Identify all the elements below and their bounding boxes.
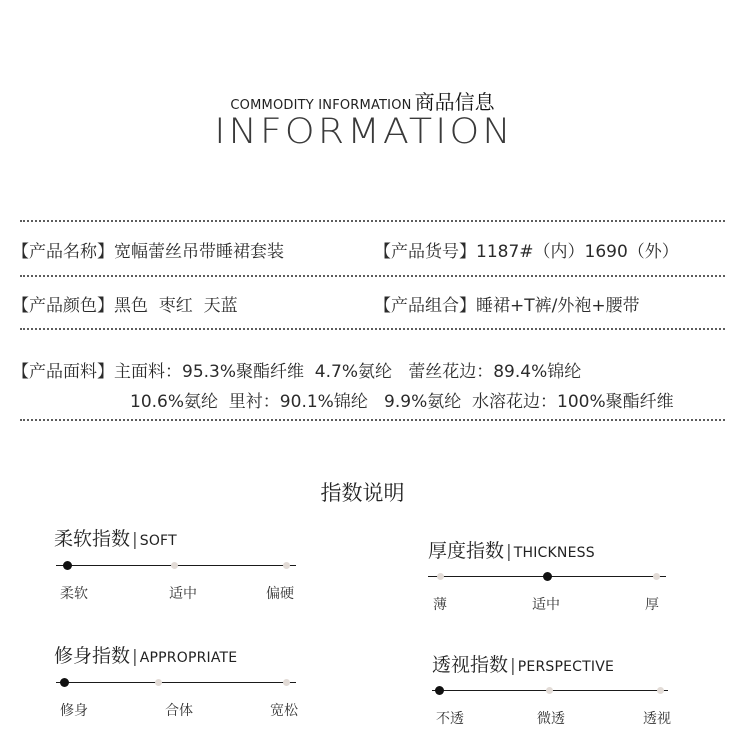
separator-3 [20, 328, 725, 330]
information-wordmark: INFORMATION [214, 110, 514, 152]
soft-index-en: SOFT [139, 533, 177, 549]
fit-index-tick-3: 宽松 [270, 703, 298, 719]
product-name-value: 宽幅蕾丝吊带睡裙套装 [114, 242, 284, 262]
product-fabric-line-1: 主面料：95.3%聚酯纤维 4.7%氨纶 蕾丝花边：89.4%锦纶 [114, 362, 582, 382]
soft-index-tick-1: 柔软 [60, 586, 88, 602]
transparency-index-heading [432, 650, 614, 677]
thickness-index-dot-2 [543, 572, 552, 581]
fit-index-dot-3 [283, 679, 290, 686]
fit-index-heading [54, 641, 237, 668]
product-fabric-row [12, 357, 581, 382]
soft-index-dot-2 [171, 562, 178, 569]
fit-index-divider: | [132, 647, 138, 667]
transparency-index-dot-1 [435, 686, 444, 695]
thickness-index-tick-2: 适中 [532, 597, 560, 613]
product-color-label: 【产品颜色】 [12, 296, 114, 316]
soft-index-divider: | [132, 530, 138, 550]
soft-index-dot-1 [63, 561, 72, 570]
soft-index-dot-3 [283, 562, 290, 569]
soft-index-tick-3: 偏硬 [266, 586, 294, 602]
fit-index-tick-2: 合体 [165, 703, 193, 719]
product-fabric-line-2: 10.6%氨纶 里衬：90.1%锦纶 9.9%氨纶 水溶花边：100%聚酯纤维 [130, 392, 674, 412]
product-name-label: 【产品名称】 [12, 242, 114, 262]
thickness-index-tick-1: 薄 [433, 597, 447, 613]
thickness-index-cn: 厚度指数 [428, 540, 505, 562]
product-sku-label: 【产品货号】 [374, 242, 476, 262]
soft-index-tick-2: 适中 [169, 586, 197, 602]
fit-index-dot-1 [60, 678, 69, 687]
transparency-index-tick-3: 透视 [643, 711, 671, 727]
separator-2 [20, 275, 725, 277]
transparency-index-dot-2 [546, 687, 553, 694]
fit-index-dot-2 [155, 679, 162, 686]
fit-index-tick-1: 修身 [60, 703, 88, 719]
thickness-index-heading [428, 536, 595, 563]
thickness-index-divider: | [506, 542, 512, 562]
product-sku-value: 1187#（内）1690（外） [476, 242, 679, 262]
fit-index-track [56, 682, 296, 683]
product-sku-row [374, 237, 679, 262]
transparency-index-tick-1: 不透 [436, 711, 464, 727]
product-name-row [12, 237, 284, 262]
title-chinese: 商品信息 [414, 90, 495, 114]
product-combo-value: 睡裙+T裤/外袍+腰带 [476, 296, 640, 316]
transparency-index-divider: | [510, 656, 516, 676]
index-section-title: 指数说明 [320, 481, 405, 505]
product-fabric-label: 【产品面料】 [12, 362, 114, 382]
thickness-index-en: THICKNESS [513, 545, 595, 561]
thickness-index-dot-1 [437, 573, 444, 580]
soft-index-cn: 柔软指数 [54, 528, 131, 550]
product-color-value: 黑色 枣红 天蓝 [114, 296, 238, 316]
transparency-index-tick-2: 微透 [537, 711, 565, 727]
transparency-index-en: PERSPECTIVE [517, 659, 615, 675]
transparency-index-dot-3 [657, 687, 664, 694]
separator-4 [20, 419, 725, 421]
thickness-index-tick-3: 厚 [645, 597, 659, 613]
fit-index-cn: 修身指数 [54, 645, 131, 667]
thickness-index-dot-3 [653, 573, 660, 580]
fit-index-en: APPROPRIATE [139, 650, 238, 666]
title-english: COMMODITY INFORMATION [230, 98, 412, 113]
product-combo-row [374, 291, 640, 316]
soft-index-heading [54, 524, 177, 551]
product-combo-label: 【产品组合】 [374, 296, 476, 316]
transparency-index-cn: 透视指数 [432, 654, 509, 676]
product-fabric-line-2-row [130, 387, 674, 412]
product-color-row [12, 291, 238, 316]
separator-1 [20, 220, 725, 222]
